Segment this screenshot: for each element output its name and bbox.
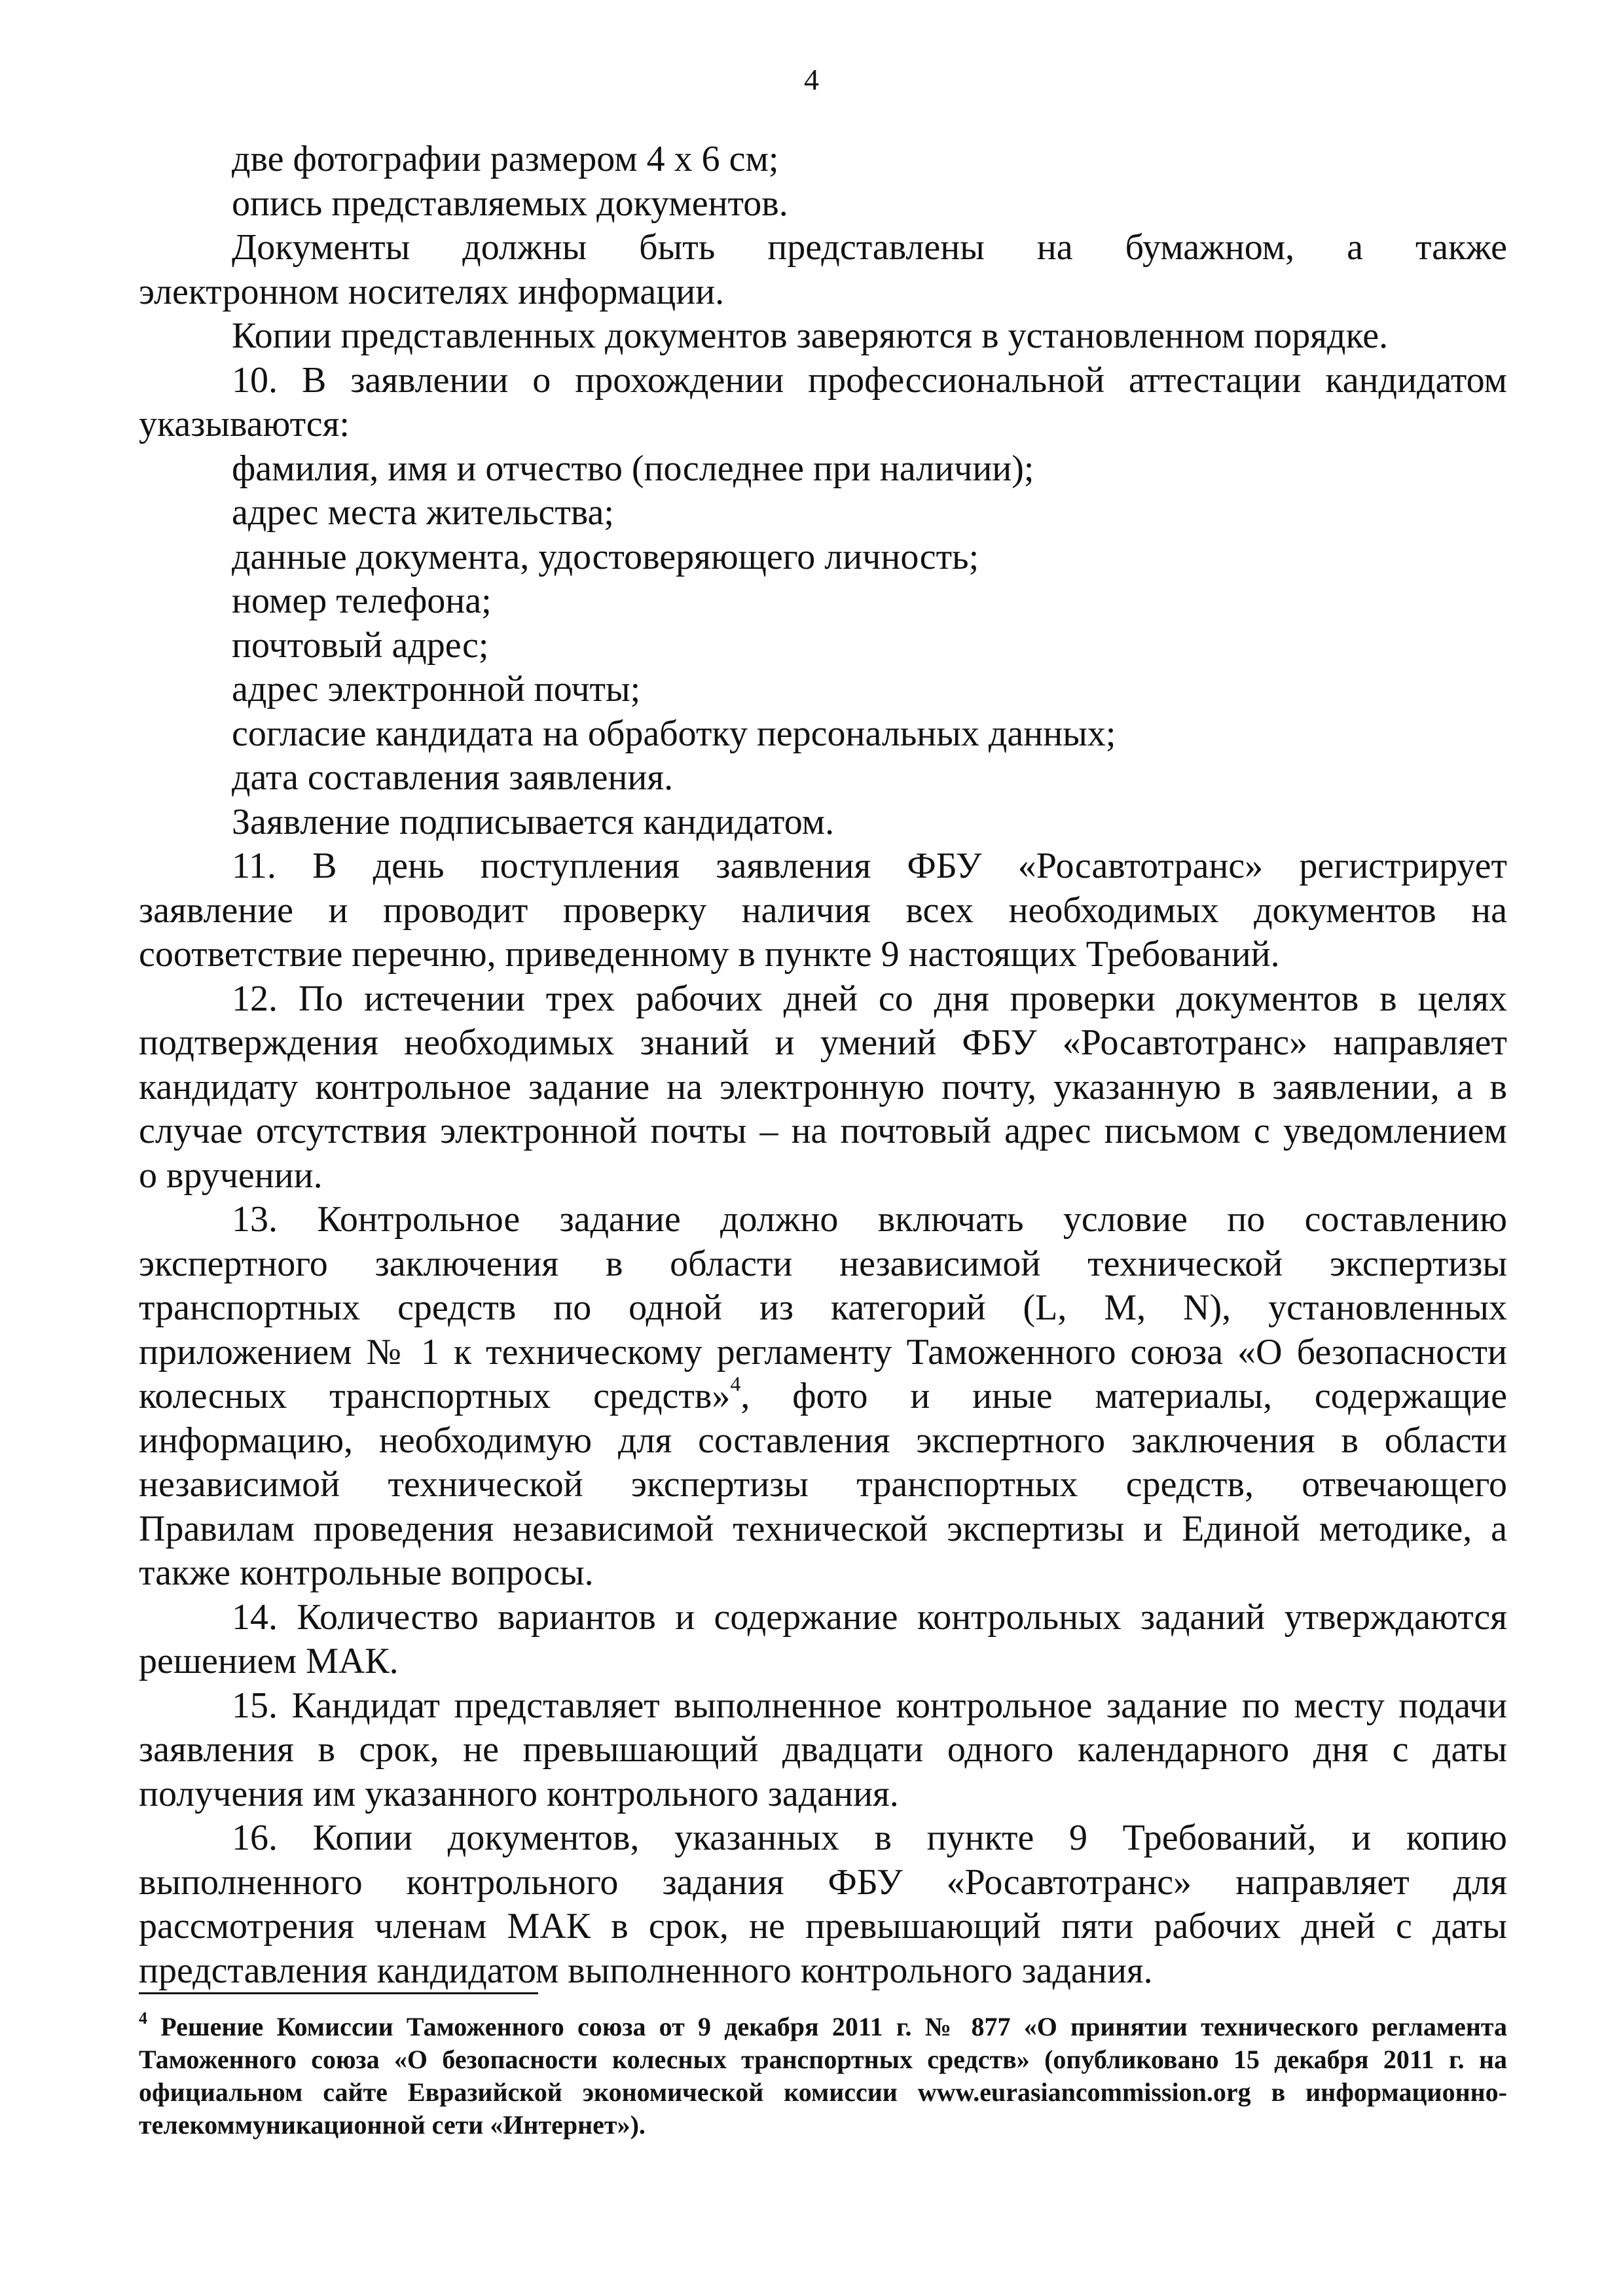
text-line: рассмотрения членам МАК в срок, не превышающий пяти рабочих дней с даты [139,1906,1507,1946]
text-line: заявление и проводит проверку наличия всех необходимых документов на [139,889,1507,931]
text-line: также контрольные вопросы. [139,1552,594,1593]
text-line: случае отсутствия электронной почты – на почтовый адрес письмом с уведомлением [139,1111,1507,1151]
page-number: 4 [804,63,819,96]
text-line: почтовый адрес; [232,624,489,666]
text-fragment: , фото и иные материалы, содержащие [740,1376,1507,1416]
footnote-reference: 4 [730,1372,741,1396]
text-line: 13. Контрольное задание должно включать условие по составлению [232,1199,1507,1240]
text-line: Копии представленных документов заверяются в установленном порядке. [232,315,1389,356]
text-line: опись представляемых документов. [232,183,788,224]
footnote-line: Таможенного союза «О безопасности колесных транспортных средств» (опубликовано 15 декабря 2011 г. на [139,2045,1507,2074]
text-line: независимой технической экспертизы транспортных средств, отвечающего [139,1464,1507,1505]
text-line: транспортных средств по одной из категорий (L, M, N), установленных [139,1287,1507,1328]
text-line: представления кандидатом выполненного контрольного задания. [139,1950,1153,1991]
text-line: подтверждения необходимых знаний и умений ФБУ «Росавтотранс» направляет [139,1022,1507,1063]
text-fragment: колесных транспортных средств» [139,1376,731,1416]
text-line: 16. Копии документов, указанных в пункте 9 Требований, и копию [232,1818,1507,1858]
footnote-line [139,2008,1507,2043]
text-line: получения им указанного контрольного задания. [139,1773,899,1814]
footnote-separator [139,1992,538,1994]
text-line: номер телефона; [232,581,492,621]
text-line: Правилам проведения независимой технической экспертизы и Единой методике, а [139,1508,1507,1549]
text-line: 14. Количество вариантов и содержание контрольных заданий утверждаются [232,1596,1507,1638]
text-line: адрес электронной почты; [232,669,641,709]
text-line: Документы должны быть представлены на бумажном, а также [232,227,1507,268]
text-line: электронном носителях информации. [139,271,725,312]
footnote-marker: 4 [139,2008,147,2028]
footnote-line: официальном сайте Евразийской экономической комиссии www.eurasiancommission.org в информационно- [139,2077,1507,2107]
text-line: согласие кандидата на обработку персональных данных; [232,713,1116,754]
text-line: 15. Кандидат представляет выполненное контрольное задание по месту подачи [232,1685,1507,1726]
footnote [139,2008,1507,2142]
text-line: 11. В день поступления заявления ФБУ «Росавтотранс» регистрирует [232,846,1507,886]
text-line: выполненного контрольного задания ФБУ «Росавтотранс» направляет для [139,1861,1507,1903]
text-line: соответствие перечню, приведенному в пункте 9 настоящих Требований. [139,934,1280,975]
text-line: приложением № 1 к техническому регламенту Таможенного союза «О безопасности [139,1331,1507,1372]
text-line: дата составления заявления. [232,757,674,798]
footnote-text: Решение Комиссии Таможенного союза от 9 декабря 2011 г. № 877 «О принятии технического регламента [147,2012,1507,2041]
text-line: информацию, необходимую для составления экспертного заключения в области [139,1420,1507,1461]
text-line: кандидату контрольное задание на электронную почту, указанную в заявлении, а в [139,1066,1507,1107]
text-line: 12. По истечении трех рабочих дней со дня проверки документов в целях [232,978,1507,1019]
text-line: Заявление подписывается кандидатом. [232,801,835,842]
text-line: фамилия, имя и отчество (последнее при наличии); [232,448,1034,489]
text-line-with-footnote-ref [139,1374,1507,1419]
document-body [139,137,1507,1993]
text-line: 10. В заявлении о прохождении профессиональной аттестации кандидатом [232,359,1507,401]
footnote-line: телекоммуникационной сети «Интернет»). [139,2110,646,2140]
text-line: о вручении. [139,1155,323,1196]
text-line: решением МАК. [139,1641,399,1681]
text-line: заявления в срок, не превышающий двадцати одного календарного дня с даты [139,1729,1507,1770]
text-line: данные документа, удостоверяющего личность; [232,536,979,577]
text-line: адрес места жительства; [232,492,614,533]
text-line: две фотографии размером 4 х 6 см; [232,139,779,179]
text-line: указываются: [139,404,350,444]
text-line: экспертного заключения в области независимой технической экспертизы [139,1243,1507,1284]
